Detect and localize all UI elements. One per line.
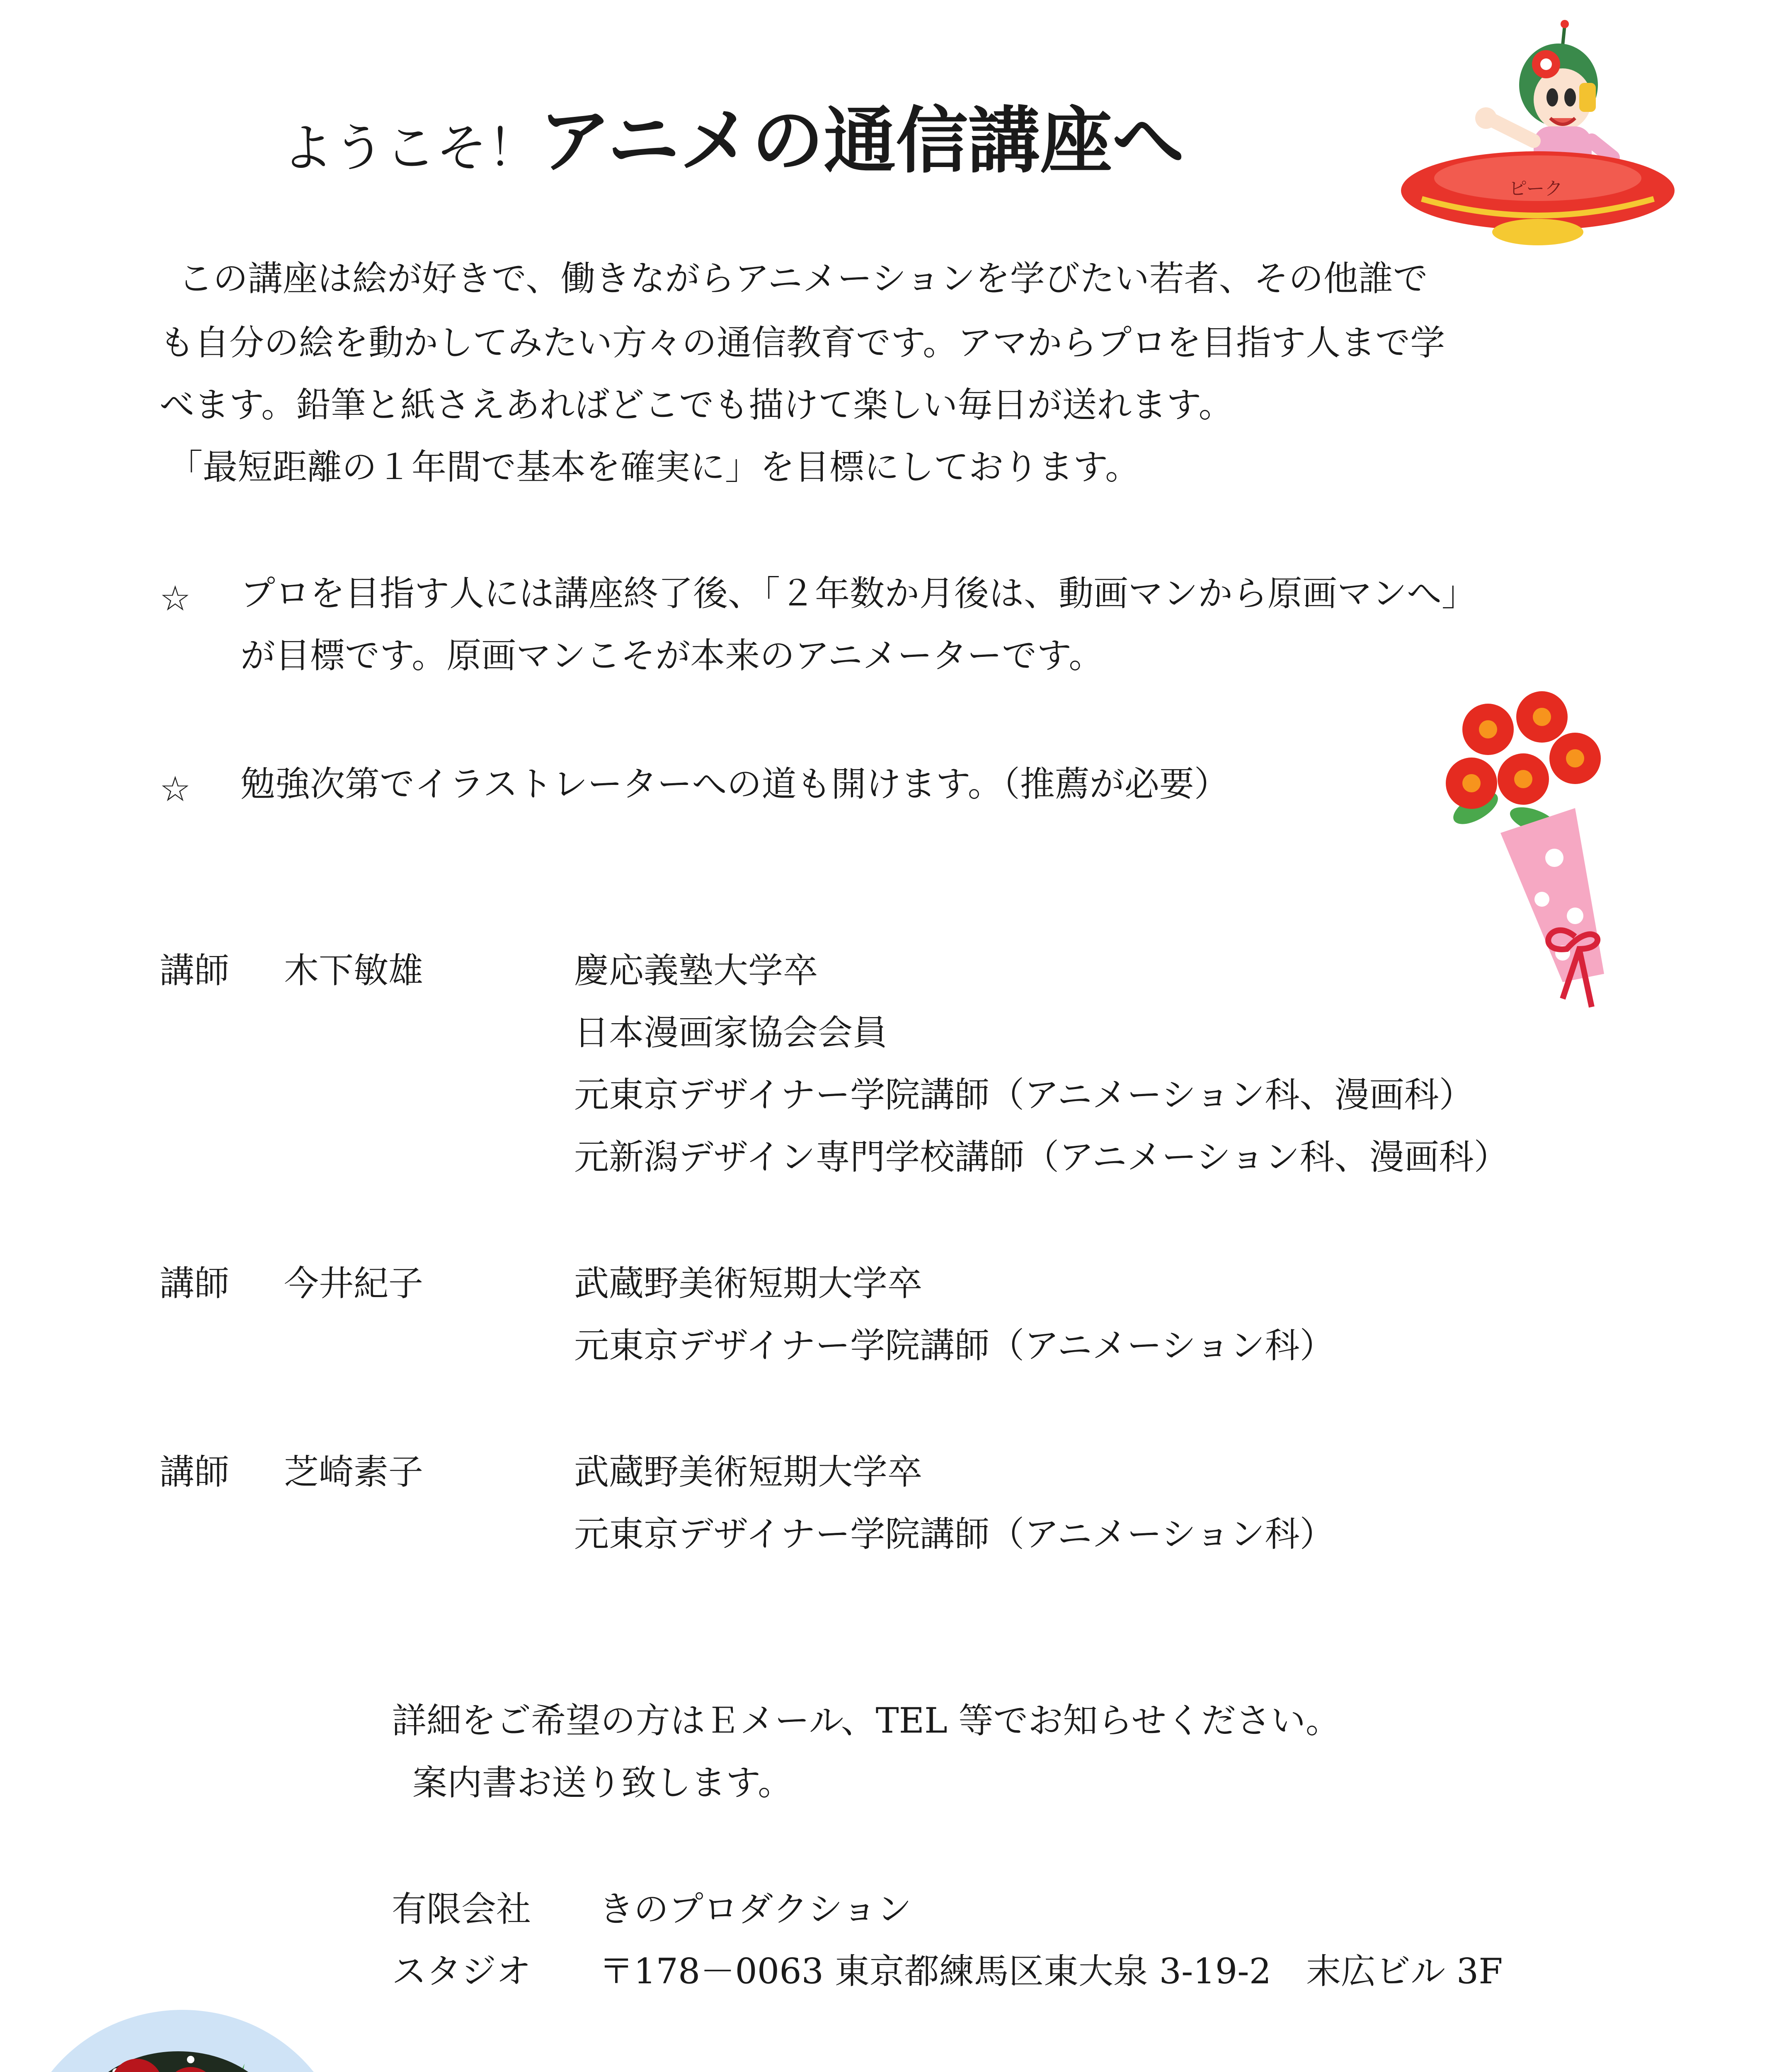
flower-pot-illustration	[12, 2006, 352, 2072]
ufo-mascot-illustration	[1397, 17, 1679, 249]
instructor-1-credential: 日本漫画家協会会員	[574, 1012, 888, 1053]
intro-line-1: この講座は絵が好きで、働きながらアニメーションを学びたい若者、その他誰で	[178, 258, 1428, 299]
instructor-3-credential: 元東京デザイナー学院講師（アニメーション科）	[574, 1514, 1335, 1554]
instructor-2-credential: 元東京デザイナー学院講師（アニメーション科）	[574, 1325, 1335, 1366]
title-main: アニメの通信講座へ	[539, 99, 1185, 183]
instructor-2-credential: 武蔵野美術短期大学卒	[574, 1263, 923, 1304]
instructor-1-name: 木下敏雄	[284, 950, 424, 991]
company-name: きのプロダクション	[599, 1889, 912, 1929]
instructor-3-role: 講師	[160, 1452, 230, 1492]
bullet-1-line-1: プロを目指す人には講座終了後、「２年数か月後は、動画マンから原画マンへ」	[240, 573, 1477, 614]
studio-address: 〒178－0063 東京都練馬区東大泉 3-19-2 末広ビル 3F	[599, 1951, 1503, 1992]
studio-label: スタジオ	[392, 1951, 531, 1992]
bullet-2-line-1: 勉強次第でイラストレーターへの道も開けます。（推薦が必要）	[240, 764, 1229, 804]
intro-line-4: 「最短距離の１年間で基本を確実に」を目標にしております。	[168, 447, 1140, 487]
company-label: 有限会社	[392, 1889, 531, 1929]
bullet-star-icon: ☆	[160, 578, 191, 619]
title-lead: ようこそ！	[282, 119, 539, 178]
instructor-1-credential: 慶応義塾大学卒	[574, 950, 818, 991]
inquiry-line-2: 案内書お送り致します。	[412, 1762, 793, 1803]
instructor-3-name: 芝崎素子	[284, 1452, 424, 1492]
intro-line-3: べます。鉛筆と紙さえあればどこでも描けて楽しい毎日が送れます。	[160, 385, 1234, 425]
instructor-2-name: 今井紀子	[284, 1263, 424, 1304]
ufo-label-text: ピーク	[1509, 178, 1563, 199]
bouquet-illustration	[1438, 684, 1646, 1028]
instructor-1-role: 講師	[160, 950, 230, 991]
intro-line-2: も自分の絵を動かしてみたい方々の通信教育です。アマからプロを目指す人まで学	[160, 322, 1445, 363]
bullet-1-line-2: が目標です。原画マンこそが本来のアニメーターです。	[240, 635, 1104, 676]
instructor-3-credential: 武蔵野美術短期大学卒	[574, 1452, 923, 1492]
page-title	[282, 83, 1184, 186]
instructor-1-credential: 元新潟デザイン専門学校講師（アニメーション科、漫画科）	[574, 1137, 1509, 1177]
instructor-2-role: 講師	[160, 1263, 230, 1304]
instructor-1-credential: 元東京デザイナー学院講師（アニメーション科、漫画科）	[574, 1075, 1474, 1115]
bullet-star-icon: ☆	[160, 769, 191, 809]
inquiry-line-1: 詳細をご希望の方はＥメール、TEL 等でお知らせください。	[392, 1700, 1340, 1741]
